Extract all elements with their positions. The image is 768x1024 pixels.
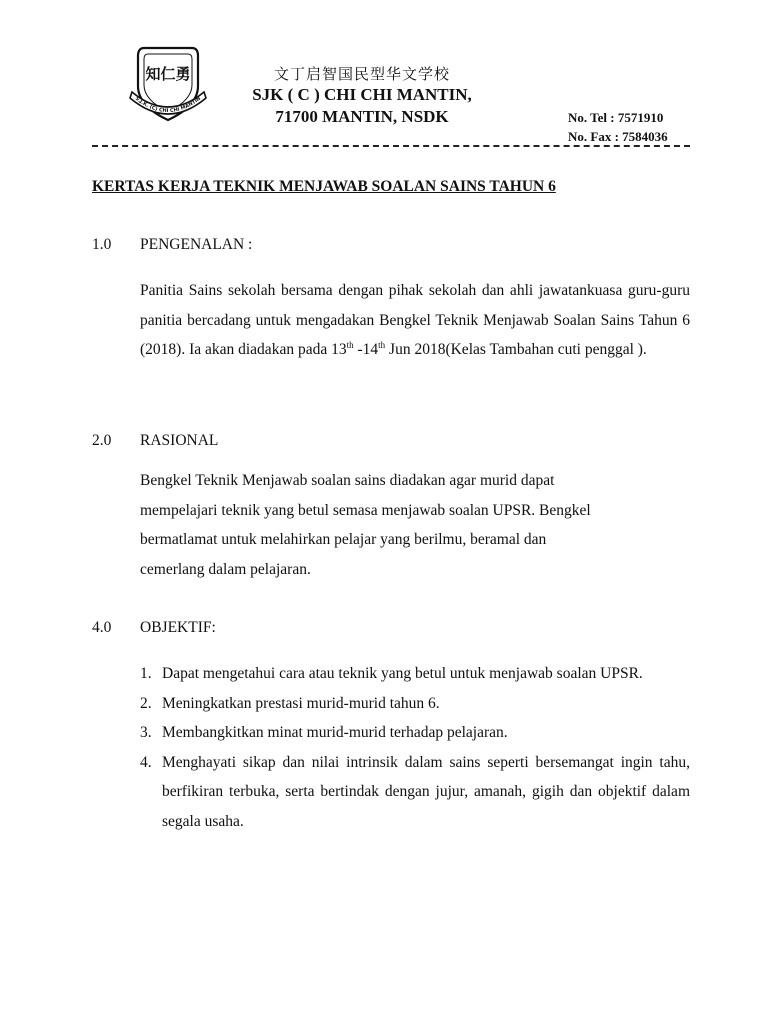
rasional-line: cemerlang dalam pelajaran. bbox=[140, 560, 311, 578]
list-item bbox=[140, 718, 690, 748]
list-item-number: 3. bbox=[140, 724, 152, 741]
list-item-text: Menghayati sikap dan nilai intrinsik dalam sains seperti bersemangat ingin tahu, berfikiran terbuka, serta bertindak dengan jujur, amanah, gigih dan objektif dalam segala usaha. bbox=[162, 753, 690, 830]
school-address: 71700 MANTIN, NSDK bbox=[275, 107, 449, 126]
contact-info bbox=[568, 108, 708, 146]
school-header bbox=[228, 64, 496, 128]
crest-emblem-text: 知仁勇 bbox=[145, 65, 191, 83]
list-item-text: Meningkatkan prestasi murid-murid tahun 6. bbox=[162, 694, 440, 712]
list-item bbox=[140, 689, 690, 719]
rasional-line: bermatlamat untuk melahirkan pelajar yang berilmu, beramal dan bbox=[140, 531, 547, 548]
fax-number: No. Fax : 7584036 bbox=[568, 129, 668, 144]
objectives-list bbox=[140, 659, 690, 836]
section-number: 1.0 bbox=[92, 236, 112, 253]
superscript-th: th bbox=[378, 339, 386, 350]
list-item bbox=[140, 748, 690, 837]
list-item-text: Dapat mengetahui cara atau teknik yang betul untuk menjawab soalan UPSR. bbox=[162, 665, 643, 682]
crest-banner-path-text: S.J.K. (C) CHI CHI MANTIN bbox=[133, 95, 203, 115]
list-item bbox=[140, 659, 690, 689]
section-heading-rasional: RASIONAL bbox=[140, 432, 219, 449]
list-item-text: Membangkitkan minat murid-murid terhadap pelajaran. bbox=[162, 724, 508, 741]
pengenalan-text-3: Jun 2018(Kelas Tambahan cuti penggal ). bbox=[385, 341, 647, 358]
school-chinese-name: 文丁启智国民型华文学校 bbox=[273, 65, 450, 83]
list-item-number: 4. bbox=[140, 753, 152, 771]
school-name: SJK ( C ) CHI CHI MANTIN, bbox=[252, 85, 472, 104]
section-heading-pengenalan: PENGENALAN : bbox=[140, 236, 253, 253]
section-number: 2.0 bbox=[92, 432, 112, 449]
header-divider bbox=[92, 145, 690, 147]
pengenalan-text-1: Panitia Sains sekolah bersama dengan pihak sekolah dan ahli jawatankuasa guru-guru panitia bercadang untuk mengadakan Bengkel Teknik Menjawab Soalan Sains Tahun 6 (2018). Ia akan diadakan pada 13 bbox=[140, 282, 690, 358]
school-crest-logo bbox=[128, 42, 208, 124]
section-number: 4.0 bbox=[92, 619, 112, 636]
rasional-line: Bengkel Teknik Menjawab soalan sains diadakan agar murid dapat bbox=[140, 472, 555, 489]
superscript-th: th bbox=[346, 339, 354, 350]
pengenalan-text-2: -14 bbox=[353, 341, 379, 358]
document-title: KERTAS KERJA TEKNIK MENJAWAB SOALAN SAINS TAHUN 6 bbox=[92, 178, 556, 195]
pengenalan-paragraph bbox=[140, 276, 690, 365]
rasional-line: mempelajari teknik yang betul semasa menjawab soalan UPSR. Bengkel bbox=[140, 501, 591, 519]
section-heading-objektif: OBJEKTIF: bbox=[140, 619, 216, 636]
list-item-number: 1. bbox=[140, 665, 152, 682]
crest-icon bbox=[128, 42, 208, 124]
crest-banner-text bbox=[134, 96, 202, 114]
telephone-number: No. Tel : 7571910 bbox=[568, 110, 664, 125]
list-item-number: 2. bbox=[140, 694, 152, 712]
rasional-paragraph bbox=[140, 466, 690, 584]
